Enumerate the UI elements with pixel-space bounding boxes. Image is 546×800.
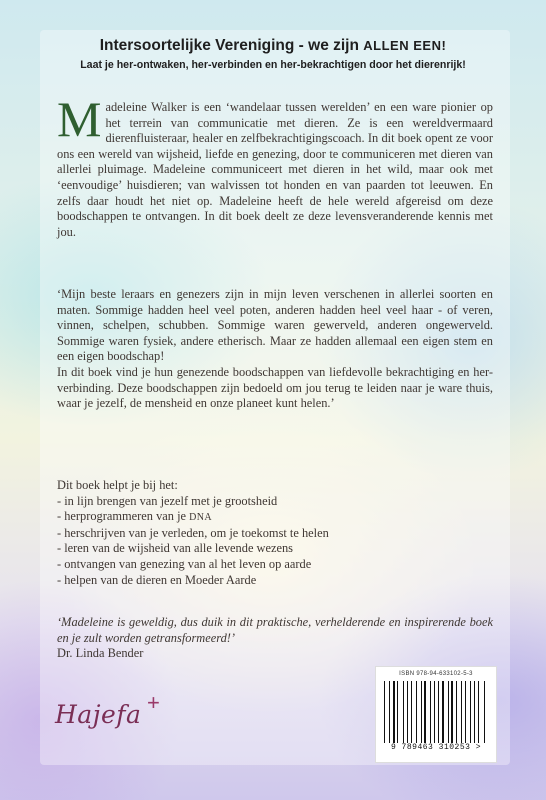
barcode-bar bbox=[416, 681, 417, 743]
barcode-bar bbox=[465, 681, 466, 743]
list-item-text: - herprogrammeren van je bbox=[57, 509, 187, 524]
cover-subtitle: Laat je her-ontwaken, her-verbinden en her-bekrachtigen door het dierenrijk! bbox=[80, 59, 466, 71]
barcode-bar bbox=[441, 681, 442, 743]
barcode-bar bbox=[389, 681, 390, 743]
barcode-bar bbox=[448, 681, 449, 743]
barcode-bar bbox=[417, 681, 418, 743]
barcode-bar bbox=[403, 681, 404, 743]
list-item: - ontvangen van genezing van al het leven op aarde bbox=[57, 556, 312, 571]
benefits-intro: Dit boek helpt je bij het: bbox=[57, 478, 178, 492]
cover-header bbox=[0, 37, 546, 71]
barcode-bar bbox=[430, 681, 431, 743]
intro-paragraph bbox=[57, 91, 493, 240]
barcode-bar bbox=[445, 681, 446, 743]
list-item: - in lijn brengen van jezelf met je grootsheid bbox=[57, 493, 278, 508]
barcode-bar bbox=[393, 681, 395, 743]
barcode-bar bbox=[407, 681, 408, 743]
barcode-bar bbox=[458, 681, 459, 743]
barcode-bar bbox=[450, 681, 451, 743]
barcode-bar bbox=[442, 681, 444, 743]
barcode-bar bbox=[484, 681, 485, 743]
list-item bbox=[57, 509, 493, 526]
endorsement bbox=[57, 615, 493, 662]
drop-cap: M bbox=[57, 91, 102, 147]
benefits-list bbox=[57, 494, 493, 589]
barcode-bar bbox=[456, 681, 457, 743]
barcode-bar bbox=[428, 681, 429, 743]
barcode-bar bbox=[390, 681, 391, 743]
isbn-label: ISBN 978-94-633102-5-3 bbox=[399, 671, 473, 677]
endorsement-quote: ‘Madeleine is geweldig, dus duik in dit praktische, verhelderende en inspirerende boek en je zult worden getransformeerd!’ bbox=[57, 615, 493, 645]
barcode-bar bbox=[436, 681, 437, 743]
publisher-logo-text: Hajefa bbox=[55, 700, 142, 729]
barcode-bar bbox=[424, 681, 426, 743]
isbn-barcode bbox=[375, 666, 497, 763]
barcode-bar bbox=[470, 681, 471, 743]
barcode-bar bbox=[478, 681, 479, 743]
barcode-bar bbox=[451, 681, 452, 743]
barcode-bar bbox=[476, 681, 477, 743]
barcode-bars bbox=[384, 681, 488, 743]
barcode-bar bbox=[400, 681, 401, 743]
barcode-bar bbox=[414, 681, 415, 743]
barcode-bar bbox=[408, 681, 410, 743]
barcode-bar bbox=[431, 681, 432, 743]
barcode-bar bbox=[397, 681, 398, 743]
barcode-digits: 9 789463 310253 > bbox=[390, 743, 482, 752]
barcode-bar bbox=[481, 681, 483, 743]
cover-title-main: Intersoortelijke Vereniging - we zijn bbox=[99, 37, 359, 54]
barcode-bar bbox=[462, 681, 464, 743]
cover-title bbox=[0, 37, 546, 55]
cover-title-caps: ALLEN EEN! bbox=[363, 38, 447, 53]
barcode-bar bbox=[485, 681, 486, 743]
barcode-bar bbox=[468, 681, 469, 743]
publisher-logo bbox=[55, 690, 160, 729]
endorsement-author: Dr. Linda Bender bbox=[57, 646, 144, 661]
author-quote bbox=[57, 287, 493, 412]
barcode-bar bbox=[384, 681, 385, 743]
intro-text: adeleine Walker is een ‘wandelaar tussen werelden’ en een ware pionier op het terrein van communicatie met dieren. Ze is een wereldvermaard dierenfluisteraar, healer en zelfbekrachtigingscoach. In dit boek opent ze voor ons een wereld van wijsheid, liefde en genezing, door te communiceren met dieren van allerlei pluimage. Madeleine communiceert met dieren in het wild, maar ook met ‘eenvoudige’ huisdieren; van walvissen tot honden en van paarden tot leeuwen. En zelfs daar houdt het niet op. Madeleine heeft de hele wereld afgereisd om deze boodschappen te ontvangen. In dit boek deelt ze deze levensveranderende kennis met jou. bbox=[57, 100, 493, 239]
quote-paragraph-1: ‘Mijn beste leraars en genezers zijn in mijn leven verschenen in allerlei soorten en maten. Sommige hadden heel veel poten, anderen hadden heel veel haar - of veren, vinnen, schelpen, schubben. Sommige waren gewerveld, anderen ongewerveld. Sommige waren fysiek, andere etherisch. Maar ze hadden allemaal een eigen stem en een eigen boodschap! bbox=[57, 287, 493, 364]
barcode-bar bbox=[396, 681, 397, 743]
barcode-bar bbox=[472, 681, 473, 743]
benefits-section bbox=[57, 478, 493, 588]
barcode-bar bbox=[474, 681, 475, 743]
barcode-bar bbox=[461, 681, 462, 743]
barcode-bar bbox=[404, 681, 405, 743]
barcode-bar bbox=[422, 681, 423, 743]
list-item: - herschrijven van je verleden, om je toekomst te helen bbox=[57, 525, 329, 540]
barcode-bar bbox=[421, 681, 422, 743]
barcode-bar bbox=[387, 681, 388, 743]
list-item: - helpen van de dieren en Moeder Aarde bbox=[57, 572, 257, 587]
quote-paragraph-2: In dit boek vind je hun genezende boodschappen van liefdevolle bekrachtiging en her-verbinding. Deze boodschappen zijn bedoeld om jou terug te leiden naar je ware thuis, waar je jezelf, de mensheid en onze planeet kunt helen.’ bbox=[57, 364, 493, 411]
barcode-bar bbox=[411, 681, 412, 743]
barcode-bar bbox=[438, 681, 439, 743]
dna-label: DNA bbox=[189, 512, 212, 524]
plus-icon: + bbox=[147, 690, 160, 715]
barcode-bar bbox=[455, 681, 456, 743]
barcode-bar bbox=[434, 681, 435, 743]
list-item: - leren van de wijsheid van alle levende wezens bbox=[57, 541, 294, 556]
